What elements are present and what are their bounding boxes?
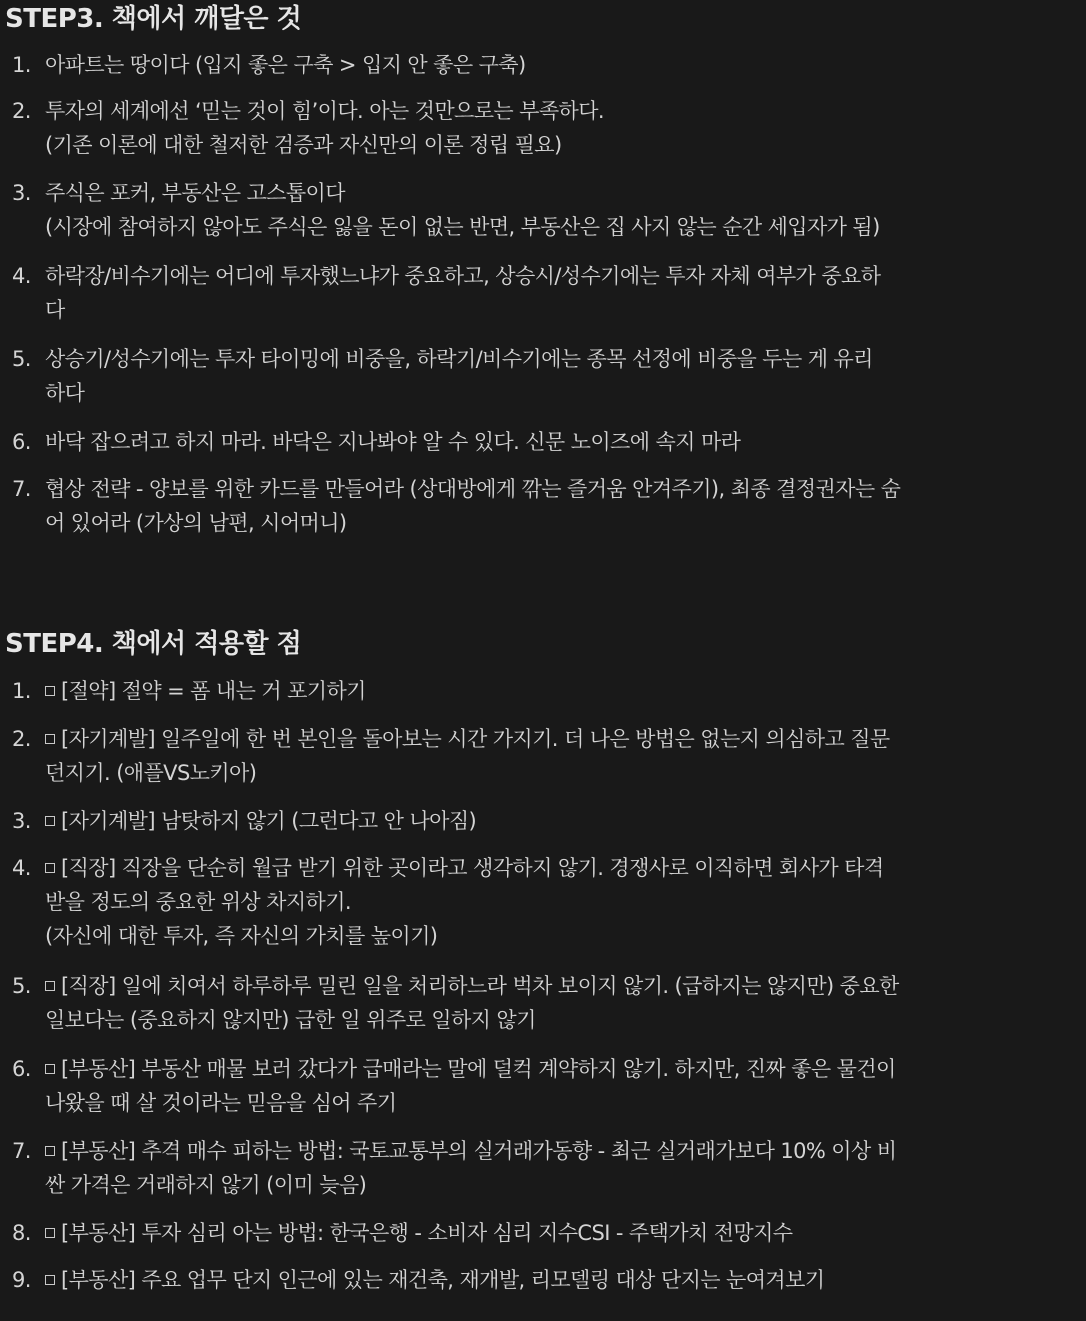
- list-number: 5.: [12, 974, 31, 998]
- list-number: 3.: [12, 809, 31, 833]
- checkbox-icon[interactable]: [45, 863, 55, 873]
- item-text: (시장에 참여하지 않아도 주식은 잃을 돈이 없는 반면, 부동산은 집 사지 않는 순간 세입자가 됨): [45, 215, 880, 239]
- item-text: 상승기/성수기에는 투자 타이밍에 비중을, 하락기/비수기에는 종목 선정에 비중을 두는 게 유리: [45, 347, 873, 371]
- step3-heading: STEP3. 책에서 깨달은 것: [5, 4, 302, 34]
- list-number: 8.: [12, 1221, 31, 1245]
- item-text: 하다: [45, 381, 85, 405]
- item-text: 바닥 잡으려고 하지 마라. 바닥은 지나봐야 알 수 있다. 신문 노이즈에 속지 마라: [45, 430, 741, 454]
- checkbox-icon[interactable]: [45, 1064, 55, 1074]
- checkbox-icon[interactable]: [45, 816, 55, 826]
- item-text: 받을 정도의 중요한 위상 차지하기.: [45, 890, 351, 914]
- checkbox-icon[interactable]: [45, 686, 55, 696]
- step4-heading: STEP4. 책에서 적용할 점: [5, 629, 302, 659]
- item-text: (자신에 대한 투자, 즉 자신의 가치를 높이기): [45, 924, 438, 948]
- item-text: 던지기. (애플VS노키아): [45, 761, 257, 785]
- list-number: 1.: [12, 53, 31, 77]
- list-number: 4.: [12, 264, 31, 288]
- list-number: 6.: [12, 430, 31, 454]
- item-text: [자기계발] 일주일에 한 번 본인을 돌아보는 시간 가지기. 더 나은 방법은 없는지 의심하고 질문: [61, 727, 890, 751]
- list-number: 9.: [12, 1268, 31, 1292]
- list-number: 6.: [12, 1057, 31, 1081]
- item-text: [직장] 일에 치여서 하루하루 밀린 일을 처리하느라 벅차 보이지 않기. (급하지는 않지만) 중요한: [61, 974, 899, 998]
- item-text: [부동산] 투자 심리 아는 방법: 한국은행 - 소비자 심리 지수CSI - 주택가치 전망지수: [61, 1221, 793, 1245]
- list-number: 4.: [12, 856, 31, 880]
- item-text: 협상 전략 - 양보를 위한 카드를 만들어라 (상대방에게 깎는 즐거움 안겨주기), 최종 결정권자는 숨: [45, 477, 901, 501]
- item-text: (기존 이론에 대한 철저한 검증과 자신만의 이론 정립 필요): [45, 133, 562, 157]
- item-text: 어 있어라 (가상의 남편, 시어머니): [45, 511, 347, 535]
- list-number: 5.: [12, 347, 31, 371]
- checkbox-icon[interactable]: [45, 734, 55, 744]
- list-number: 3.: [12, 181, 31, 205]
- list-number: 2.: [12, 99, 31, 123]
- checkbox-icon[interactable]: [45, 1228, 55, 1238]
- item-text: 싼 가격은 거래하지 않기 (이미 늦음): [45, 1173, 367, 1197]
- item-text: 다: [45, 298, 65, 322]
- list-number: 1.: [12, 679, 31, 703]
- item-text: [절약] 절약 = 폼 내는 거 포기하기: [61, 679, 366, 703]
- item-text: [부동산] 주요 업무 단지 인근에 있는 재건축, 재개발, 리모델링 대상 단지는 눈여겨보기: [61, 1268, 825, 1292]
- item-text: 투자의 세계에선 ‘믿는 것이 힘’이다. 아는 것만으로는 부족하다.: [45, 99, 604, 123]
- item-text: 아파트는 땅이다 (입지 좋은 구축 > 입지 안 좋은 구축): [45, 53, 526, 77]
- item-text: [부동산] 추격 매수 피하는 방법: 국토교통부의 실거래가동향 - 최근 실거래가보다 10% 이상 비: [61, 1139, 897, 1163]
- item-text: 일보다는 (중요하지 않지만) 급한 일 위주로 일하지 않기: [45, 1008, 536, 1032]
- item-text: [부동산] 부동산 매물 보러 갔다가 급매라는 말에 덜컥 계약하지 않기. 하지만, 진짜 좋은 물건이: [61, 1057, 896, 1081]
- item-text: [직장] 직장을 단순히 월급 받기 위한 곳이라고 생각하지 않기. 경쟁사로 이직하면 회사가 타격: [61, 856, 884, 880]
- list-number: 2.: [12, 727, 31, 751]
- checkbox-icon[interactable]: [45, 981, 55, 991]
- item-text: 주식은 포커, 부동산은 고스톱이다: [45, 181, 345, 205]
- item-text: [자기계발] 남탓하지 않기 (그런다고 안 나아짐): [61, 809, 477, 833]
- item-text: 나왔을 때 살 것이라는 믿음을 심어 주기: [45, 1091, 397, 1115]
- item-text: 하락장/비수기에는 어디에 투자했느냐가 중요하고, 상승시/성수기에는 투자 자체 여부가 중요하: [45, 264, 881, 288]
- checkbox-icon[interactable]: [45, 1275, 55, 1285]
- list-number: 7.: [12, 1139, 31, 1163]
- checkbox-icon[interactable]: [45, 1146, 55, 1156]
- list-number: 7.: [12, 477, 31, 501]
